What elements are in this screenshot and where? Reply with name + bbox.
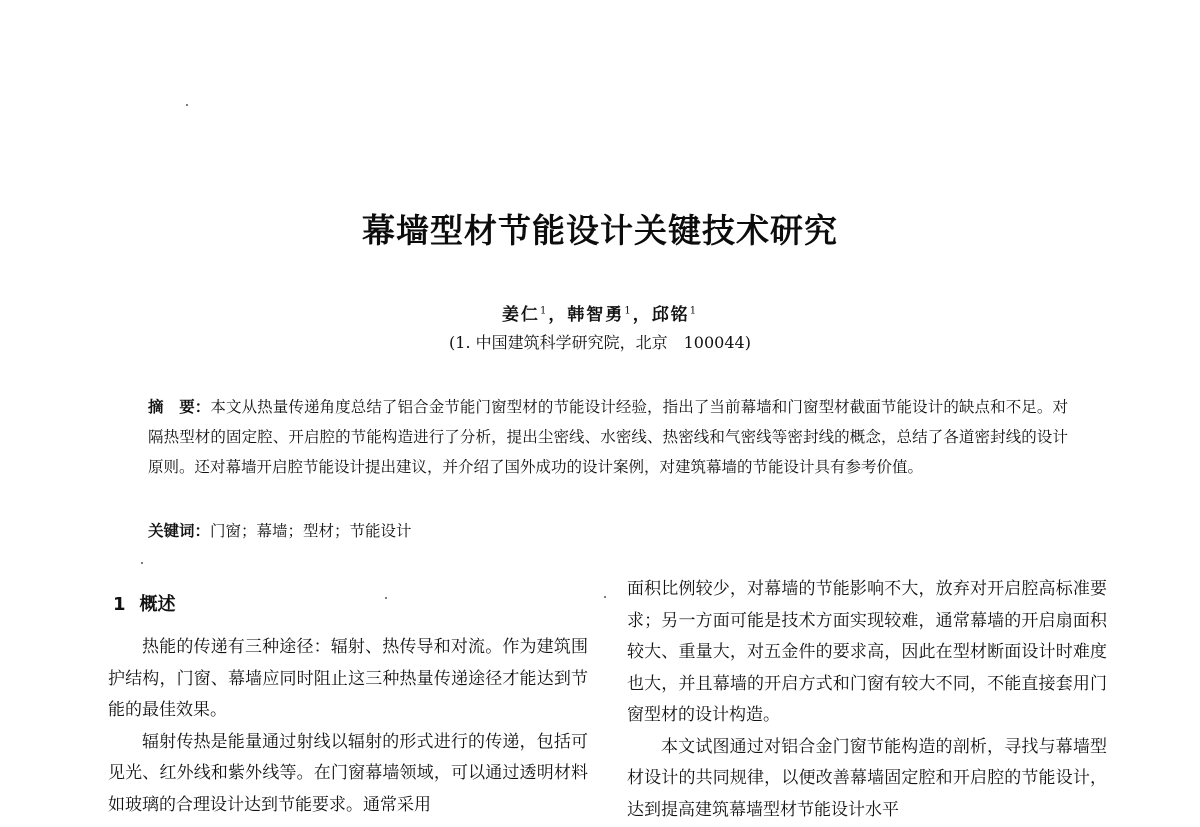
body-paragraph: 面积比例较少，对幕墙的节能影响不大，放弃对开启腔高标准要求；另一方面可能是技术方面实现较难，通常幕墙的开启扇面积较大、重量大，对五金件的要求高，因此在型材断面设计时难度也大，并且幕墙的开启方式和门窗有较大不同，不能直接套用门窗型材的设计构造。: [627, 579, 1107, 725]
abstract-label: 摘 要：: [148, 398, 211, 416]
scan-speck: [186, 104, 188, 106]
keywords: [148, 516, 1068, 546]
keywords-text: 门窗；幕墙；型材；节能设计: [210, 522, 412, 540]
scan-speck: [604, 596, 606, 598]
body-paragraph: 热能的传递有三种途径：辐射、热传导和对流。作为建筑围护结构，门窗、幕墙应同时阻止这三种热量传递途径才能达到节能的最佳效果。: [108, 637, 588, 720]
author-list: [0, 300, 1200, 325]
left-column: [108, 632, 588, 821]
paper-title: 幕墙型材节能设计关键技术研究: [362, 211, 838, 250]
section-heading: [113, 590, 176, 616]
keywords-label: 关键词：: [148, 522, 211, 540]
affiliation: (1. 中国建筑科学研究院，北京 100044): [449, 333, 751, 352]
author-affiliation-mark: 1: [689, 305, 699, 317]
body-paragraph: 本文试图通过对铝合金门窗节能构造的剖析，寻找与幕墙型材设计的共同规律，以便改善幕墙固定腔和开启腔的节能设计，达到提高建筑幕墙型材节能设计水平: [627, 736, 1107, 820]
author-name: 姜仁: [501, 305, 540, 325]
section-number: 1: [113, 594, 126, 615]
abstract: [148, 392, 1068, 482]
section-title: 概述: [139, 594, 176, 615]
scan-speck: [141, 562, 143, 564]
author-separator: ，: [632, 305, 652, 325]
author-affiliation-mark: 1: [624, 305, 633, 317]
body-paragraph: 辐射传热是能量通过射线以辐射的形式进行的传递，包括可见光、红外线和紫外线等。在门窗幕墙领域，可以通过透明材料如玻璃的合理设计达到节能要求。通常采用: [108, 731, 588, 815]
scan-speck: [385, 597, 387, 599]
right-column: [627, 574, 1107, 826]
author-separator: ，: [548, 305, 568, 325]
author-affiliation-mark: 1: [539, 305, 549, 317]
author-name: 韩智勇: [567, 305, 625, 325]
author-name: 邱铭: [651, 305, 690, 325]
abstract-text: 本文从热量传递角度总结了铝合金节能门窗型材的节能设计经验，指出了当前幕墙和门窗型材截面节能设计的缺点和不足。对隔热型材的固定腔、开启腔的节能构造进行了分析，提出尘密线、水密线、热密线和气密线等密封线的概念，总结了各道密封线的设计原则。还对幕墙开启腔节能设计提出建议，并介绍了国外成功的设计案例，对建筑幕墙的节能设计具有参考价值。: [148, 398, 1068, 476]
